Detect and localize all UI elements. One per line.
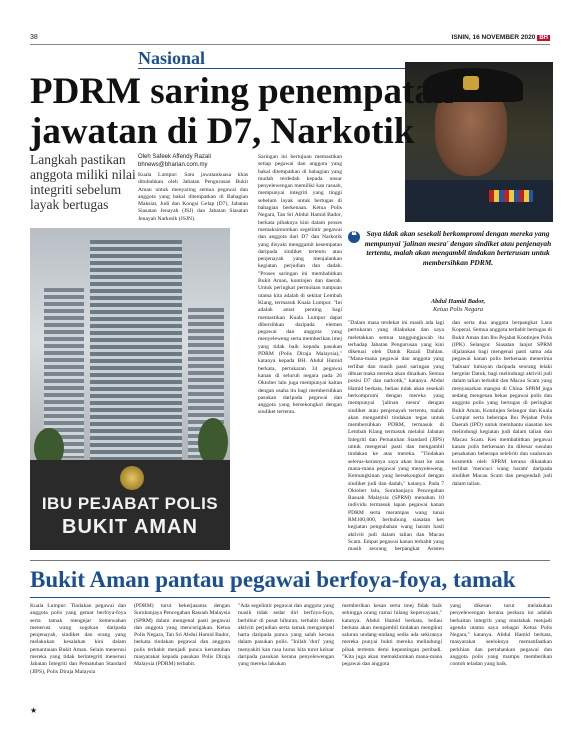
header-rule [30,44,550,45]
quote-icon: ❝ [348,231,360,243]
story1-column-3: "Dalam masa terdekat ini masih ada lagi pertukaran yang dilakukan dan saya meletakkan semua tanggungjawab itu terhadap Jabatan Pengurusan yang kini diketuai oleh Datuk Razali Dahlan. "Mana-mana pegawai dan anggota yang terlibat dan masih pasti saringan yang dibuat maka mereka akan dinaikan. Semua posisi D7 dan narkotik," katanya. Abdul Hamid berkata, beliau tidak akan sesekali berkompromi dengan mereka yang mempunyai 'jalinan mesra' dengan sindiket atau penjenayah tertentu, malah akan mengambil tindakan tegas untuk membersihkan PDRM, termasuk di Lembah Klang termasuk melalui Jabatan Integriti dan Pematuhan Standard (JIPS) untuk mengenal pasti dan mengambil tindakan ke atas mereka. "Tindakan selerus-kerasnya saya akan buat ke atas mana-mana pegawai yang menyeleweng. Kemungkinan yang bersekongkol dengan sindiket judi dan dadah," katanya. Pada 7 Oktober lalu, Suruhanjaya Pencegahan Rasuah Malaysia (SPRM) menahan 10 individu termasuk lapan pegawai kanan PDRM serta merampas wang tunai RM100,000, berhubung siasatan kes kegiatan pengubahan wang haram hasil aktiviti judi dalam talian dan Macau Scam. Empat pegawai kanan terbabit yang masih seorang berpangkat Asisten [348,320,444,552]
police-crest-icon [120,466,144,490]
subheadline: Langkah pastikan anggota miliki nilai integriti sebelum layak bertugas [30,152,136,212]
photo-cap-badge [463,76,479,90]
bukit-aman-photo [30,228,230,550]
pull-quote: Saya tidak akan sesekali berkompromi dengan mereka yang mempunyai 'jalinan mesra' dengan sindiket atau penjenayah tertentu, malah akan mengambil tindakan berterusan untuk membersihkan PDRM. [364,229,552,267]
photo-sign-line-1: IBU PEJABAT POLIS [41,494,219,513]
second-headline-rule [30,597,550,598]
story2-column-2: (PDRM) turut bekerjasama dengan Suruhanjaya Pencegahan Rasuah Malaysia (SPRM) dalam mengenal pasti pegawai dan anggota yang mencurigakan. Ketua Polis Negara, Tan Sri Abdul Hamid Bador, berkata tindakan pegawai dan anggota polis terbabit menjadi punca keruntuhan masyarakat kepada pasukan Polis Diraja Malaysia (PDRM) terbabit. [134,603,230,668]
story1-column-1: Kuala Lumpur: Satu jawatankuasa khas ditubuhkan oleh Jabatan Pengurusan Bukit Aman untuk menyaring semua pegawai dan anggota yang bakal ditempatkan di Bahagian Maksiat, Judi dan Kongsi Gelap (D7), Jabatan Siasatan Jenayah (JSJ) dan Jabatan Siasatan Jenayah Narkotik (JSJN). [138,172,248,222]
story1-column-2: Saringan ini bertujuan memastikan setiap pegawai dan anggota yang bakal ditempatkan di bahagian yang mudah terdedah kepada unsur penyelewengan memiliki kan rasuah, mempunyai integriti yang tinggi sebelum layak untuk bertugas di bahagian berkenaan. Ketua Polis Negara, Tan Sri Abdul Hamid Bador, berkata pihaknya kini dalam proses memaksimumkan segelintir pegawai dan anggota dari D7 dan Narkotik yang disyaki menggamit kesempatan daripada sindiket tertentu atau penjenayah yang menjalankan kegiatan perjudian dan dadah. "Proses saringan ini membabitkan Bukit Aman, kontinjen dan daerah. Untuk peringkat permulaan tumpuan utama kita adalah di sekitar Lembah Klang, termasuk Kuala Lumpur. "Ini adalah amat penting bagi memastikan Kuala Lumpur dapat dibersihkan daripada elemen pegawai dan anggota yang menyeleweng serta memberikan imej yang tidak baik kepada pasukan PDRM (Polis Diraja Malaysia)," katanya kepada BH. Abdul Hamid berkata, pertukaran 34 pegawai kanan di seluruh negara pada 26 Oktober lalu juga mempunyai kaitan dengan usaha itu bagi membersihkan pasukan daripada pegawai dan anggota yang bersekongkol dengan sindiket tertentu. [258,154,342,416]
quote-author-name: Abdul Hamid Bador, [430,298,486,305]
main-headline: PDRM saring penempatan jawatan di D7, Narkotik [30,71,454,152]
section-label: Nasional [138,48,206,68]
photo-tower [90,240,182,470]
byline-email[interactable]: bhnews@bharian.com.my [138,161,208,168]
story2-column-4: memberikan kesan serta imej fidak baik sehingga orang ramai hilang kepercayaan," katanya. Abdul Hamid berkata, beliau berkata akan mengambil tindakan mengikut saluran undang-undang sedia ada sekiranya mereka punyai bukti mereka melindungi pihak tertentu demi kepentingan peribadi. "Kita juga akan memaklumkan mana-mana pegawai dan anggota [342,603,442,668]
photo-tree [198,418,228,466]
quote-author-title: Ketua Polis Negara [432,305,484,313]
story2-column-3: "Ada segelintir pegawai dan anggota yang masih tidak sedar diri berfoya-foya, berhibur di pusat hiburan, terbabit dalam aktiviti perjudian serta tamak mengumpul harta daripada punca yang salah kerana dalam pasukan polis. "Inilah 'duri' yang menyakiti kan rasa hurus kita turut keluar daripada pasukan kerana penyelewengan yang mereka lakukan [238,603,334,668]
photo-sign-line-2: BUKIT AMAN [62,516,198,538]
story-divider [30,560,550,561]
bh-logo: BH [539,35,548,41]
pull-quote-attribution [362,298,554,313]
page-number: 38 [30,34,38,41]
issue-date-text: ISNIN, 16 NOVEMBER 2020 [451,34,536,41]
star-icon: ★ [30,706,38,715]
story2-column-1: Kuala Lumpur: Tindakan pegawai dan anggota polis yang gemar berfoya-foya serta tamak mengejar kemewahan menerusi wang sogokan daripada penjenayah, sindiket dan orang yang melakukan kesalahan kini dalam pemantauan Bukit Aman. Selain menerusi mereka yang tidak berintegriti menerusi Jabatan Integriti dan Pematuhan Standard (JIPS), Polis Diraja Malaysia [30,603,126,675]
story2-column-5: yang dikesan turut melakukan penyelewengan kerana perkara ini adalah berkaitan integriti yang mustahak menjadi agenda utama saya sebagai Ketua Polis Negara," katanya. Abdul Hamid berkata, masyarakat seeloknya memanfaatkan perkhian dan pertahankan pegawai dan anggota polis yang mampu memberikan contoh teladan yang baik. [450,603,552,668]
issue-date [452,34,550,41]
second-headline: Bukit Aman pantau pegawai berfoya-foya, tamak [30,567,516,592]
byline [138,154,258,169]
photo-ribbons [489,190,533,202]
story1-column-4: dan serta dua anggota berpangkat Lans Koperal. Semua anggota terbabit bertugas di Bukit Aman dan Ibu Pejabat Kontinjen Polis (IPK) Selangor. Siasatan lanjut SPRM dijalankan bagi mengenal pasti sama ada pegawai kanan polis berkenaan menerima 'habuan' lumayan daripada seorang lelaki bergelar Datuk, bagi melindungi aktiviti judi dalam talian terbabit dan Macau Scam yang menyasarkan mangsa di China. SPRM juga sedang mengesan bekas pegawai polis dan anggota polis yang bertugas di peringkat Bukit Aman, Kontinjen Selangor dan Kuala Lumpur serta beberapa Ibu Pejabat Polis Daerah (IPD) untuk membantu siasatan kes melindungi kegiatan judi dalam talian dan Macau Scam. Kes membabitkan pegawai kanan polis berkenaan itu dibesar susulan penahanan beberapa selebriti dan usahawan kosmetik oleh SPRM kerana dikatakan terlibat 'mencuci wang haram' daripada sindiket Macau Scam dan pengendali judi dalam talian. [452,320,552,487]
byline-name: Oleh Safeek Affendy Razali [138,154,211,160]
